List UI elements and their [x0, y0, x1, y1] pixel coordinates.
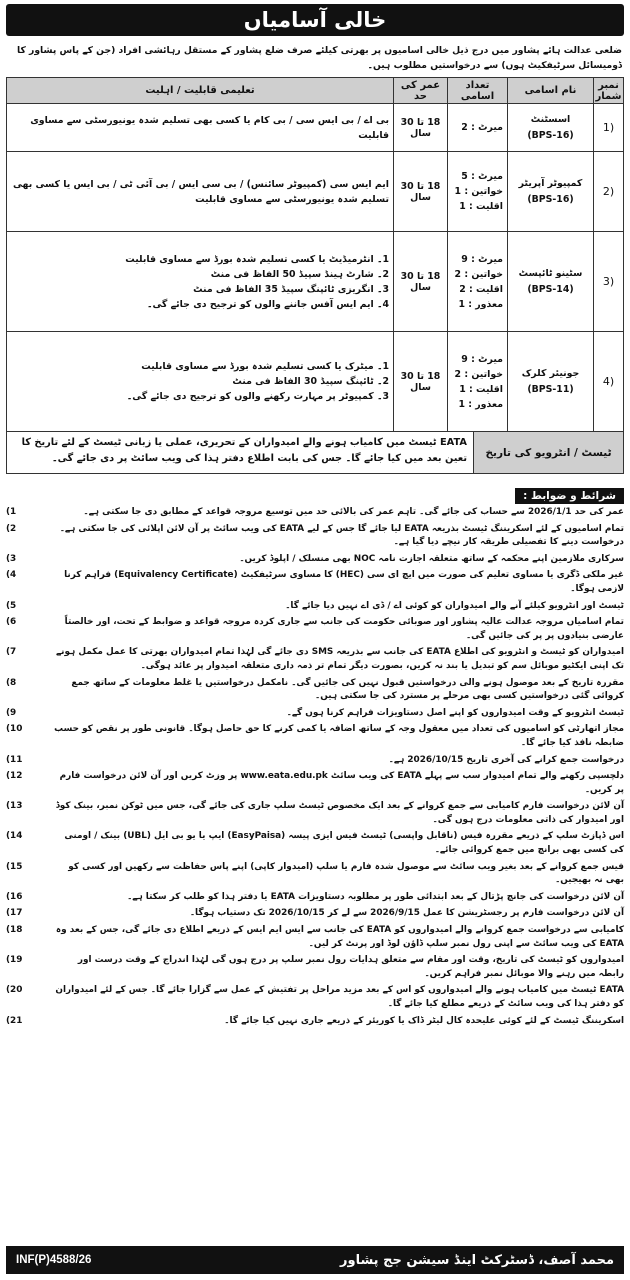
- row-serial: (4: [594, 332, 624, 432]
- condition-number: (1: [6, 507, 17, 517]
- condition-item: [6, 646, 624, 673]
- condition-number: (10: [6, 724, 23, 735]
- condition-number: (11: [6, 754, 23, 765]
- test-interview-text: EATA ٹیسٹ میں کامیاب ہونے والے امیدواران کے تحریری، عملی یا زبانی ٹیسٹ کے لئے تاریخ کا تعین بعد میں کیا جائے گا۔ جس کی بابت اطلاع دفتر ہذا کی ویب سائٹ پر دی جائے گی۔: [21, 437, 467, 464]
- condition-number: (16: [6, 891, 23, 902]
- condition-text: کامیابی سے درخواست جمع کروانے والے امیدواروں کو EATA کی جانب سے ایس ایم ایس کے ذریعے اطلاع دی جائے گی، جس کے بعد وہ EATA کی ویب سائٹ سے اپنی رول نمبر سلپ ڈاؤن لوڈ اور پرنٹ کر لیں۔: [55, 925, 624, 949]
- row-age-limit: 18 تا 30 سال: [394, 232, 448, 332]
- row-qualification: [7, 332, 394, 432]
- condition-number: (17: [6, 908, 23, 919]
- qualification-line: 1۔ انٹرمیڈیٹ یا کسی تسلیم شدہ بورڈ سے مساوی قابلیت: [125, 253, 389, 265]
- qualification-line: 2۔ شارٹ ہینڈ سپیڈ 50 الفاظ فی منٹ: [210, 268, 389, 280]
- condition-text: مقررہ تاریخ کے بعد موصول ہونے والی درخواستیں قبول نہیں کی جائیں گی۔ نامکمل درخواستیں یا غلط معلومات کے ساتھ جمع کروائی گئی درخواستیں کسی بھی مرحلے پر مسترد کی جا سکتی ہیں۔: [71, 677, 624, 702]
- row-post-count: [448, 104, 508, 152]
- condition-number: (14: [6, 831, 23, 842]
- posts-table: [6, 77, 624, 432]
- count-line: معذور : 1: [458, 398, 503, 410]
- condition-number: (19: [6, 955, 23, 966]
- qualification-line: 3۔ انگریزی ٹائپنگ سپیڈ 35 الفاظ فی منٹ: [193, 283, 389, 295]
- qualification-line: 2۔ ٹائپنگ سپیڈ 30 الفاظ فی منٹ: [232, 376, 389, 387]
- post-scale: (BPS-16): [527, 193, 574, 205]
- condition-item: [6, 600, 624, 614]
- condition-item: [6, 861, 624, 888]
- condition-item: [6, 553, 624, 567]
- qualification-line: بی اے / بی ایس سی / بی کام یا کسی بھی تسلیم شدہ یونیورسٹی سے مساوی قابلیت: [30, 114, 389, 141]
- condition-number: (8: [6, 677, 17, 688]
- qualification-line: 4۔ ایم ایس آفس جاننے والوں کو ترجیح دی جائے گی۔: [146, 298, 389, 310]
- condition-number: (12: [6, 771, 23, 782]
- table-row: [7, 232, 624, 332]
- row-age-limit: 18 تا 30 سال: [394, 104, 448, 152]
- header-serial: نمبر شمار: [595, 79, 622, 102]
- condition-text: آن لائن درخواست فارم پر رجسٹریشن کا عمل 2026/9/15 سے لے کر 2026/10/15 تک دستیاب ہوگا۔: [189, 908, 624, 919]
- condition-item: [6, 754, 624, 768]
- condition-text: ٹیسٹ اور انٹرویو کیلئے آنے والے امیدواران کو کوئی اے / ڈی اے نہیں دیا جائے گا۔: [285, 600, 624, 611]
- condition-text: درخواست جمع کرانے کی آخری تاریخ 2026/10/15 ہے۔: [388, 754, 624, 765]
- reference-number: INF(P)4588/26: [16, 1254, 92, 1266]
- condition-item: [6, 616, 624, 643]
- condition-item: [6, 907, 624, 921]
- condition-text: سرکاری ملازمین اپنے محکمہ کے ساتھ متعلقہ اجازت نامہ NOC بھی منسلک / اپلوڈ کریں۔: [239, 553, 624, 564]
- condition-text: عمر کی حد 2026/1/1 سے حساب کی جائے گی۔ تاہم عمر کی بالائی حد میں توسیع مروجہ قواعد کے مطابق دی جا سکتی ہے۔: [83, 507, 624, 517]
- condition-item: [6, 954, 624, 981]
- row-post-name: [508, 152, 594, 232]
- count-line: اقلیت : 1: [459, 383, 503, 395]
- condition-text: امیدواران کو ٹیسٹ و انٹرویو کی اطلاع EATA کی جانب سے بذریعہ SMS دی جائے گی لہٰذا تمام امیدواران بھرتی کا عمل مکمل ہونے تک اپنی ایکٹیو موبائل سم کو تبدیل یا بند نہ کریں، بصورت دیگر تمام تر ذمہ داری متعلقہ امیدوار پر عائد ہوگی۔: [55, 647, 624, 671]
- condition-item: [6, 924, 624, 951]
- count-line: خواتین : 2: [454, 268, 503, 280]
- condition-item: [6, 523, 624, 550]
- condition-item: [6, 1015, 624, 1029]
- post-title: کمپیوٹر آپریٹر: [518, 177, 583, 189]
- condition-item: [6, 830, 624, 857]
- post-title: جونیئر کلرک: [521, 367, 580, 379]
- condition-number: (9: [6, 707, 17, 718]
- condition-text: فیس جمع کروانے کے بعد بغیر ویب سائٹ سے موصول شدہ فارم یا سلپ (امیدوار کاپی) اپنے پاس حفاظت سے رکھیں اور کسی کو بھی نہ بھیجیں۔: [68, 861, 624, 886]
- condition-number: (21: [6, 1015, 23, 1026]
- condition-item: [6, 723, 624, 750]
- count-line: خواتین : 2: [454, 368, 503, 380]
- condition-number: (13: [6, 801, 23, 812]
- count-line: اقلیت : 2: [459, 283, 503, 295]
- test-interview-section: [6, 432, 624, 474]
- condition-text: اسکریننگ ٹیسٹ کے لئے کوئی علیحدہ کال لیٹر ڈاک یا کوریئر کے ذریعے جاری نہیں کیا جائے گا۔: [224, 1015, 624, 1026]
- condition-item: [6, 677, 624, 704]
- table-row: [7, 332, 624, 432]
- issuer-signature: محمد آصف، ڈسٹرکٹ اینڈ سیشن جج پشاور: [340, 1252, 614, 1268]
- condition-item: [6, 506, 624, 520]
- qualification-line: 1۔ میٹرک یا کسی تسلیم شدہ بورڈ سے مساوی قابلیت: [141, 361, 389, 372]
- conditions-heading-wrap: [6, 484, 624, 504]
- condition-text: دلچسپی رکھنے والے تمام امیدوار سب سے پہلے EATA کی ویب سائٹ www.eata.edu.pk پر وزٹ کریں اور آن لائن درخواست فارم پر کریں۔: [59, 771, 624, 795]
- table-row: [7, 152, 624, 232]
- row-serial: (2: [594, 152, 624, 232]
- row-post-count: [448, 232, 508, 332]
- condition-text: ٹیسٹ انٹرویو کے وقت امیدواروں کو اپنے اصل دستاویزات فراہم کرنا ہوں گے۔: [286, 707, 624, 718]
- condition-text: امیدواروں کو ٹیسٹ کی تاریخ، وقت اور مقام سے متعلق ہدایات رول نمبر سلپ پر درج ہوں گی لہٰذا اندراج کے وقت درست اور رابطہ میں رہنے والا موبائل نمبر فراہم کریں۔: [77, 955, 624, 979]
- row-qualification: [7, 232, 394, 332]
- condition-item: [6, 707, 624, 721]
- header-qualification: تعلیمی قابلیت / اہلیت: [7, 78, 394, 104]
- condition-item: [6, 984, 624, 1011]
- row-age-limit: 18 تا 30 سال: [394, 152, 448, 232]
- count-line: معذور : 1: [458, 298, 503, 310]
- condition-number: (15: [6, 861, 23, 872]
- post-scale: (BPS-16): [527, 129, 574, 141]
- condition-number: (18: [6, 925, 23, 936]
- condition-item: [6, 770, 624, 797]
- condition-text: تمام اسامیوں کے لئے اسکریننگ ٹیسٹ بذریعہ EATA لیا جائے گا جس کے لیے EATA کی ویب سائٹ پر آن لائن اپلائی کی جا سکتی ہے۔ درخواست دینے کا تفصیلی طریقہ کار نیچے دیا گیا ہے۔: [59, 523, 624, 548]
- condition-item: [6, 891, 624, 905]
- row-post-name: [508, 104, 594, 152]
- condition-number: (6: [6, 617, 17, 628]
- post-scale: (BPS-11): [527, 383, 574, 395]
- condition-item: [6, 569, 624, 596]
- row-post-name: [508, 332, 594, 432]
- condition-text: اس ڈپازٹ سلپ کے ذریعے مقررہ فیس (ناقابل واپسی) ٹیسٹ فیس ایزی پیسہ (EasyPaisa) ایپ یا یو بی ایل (UBL) بینک / اومنی کی کسی بھی برانچ میں جمع کروائی جائے۔: [64, 831, 624, 856]
- condition-number: (7: [6, 647, 17, 658]
- footer-bar: [6, 1246, 624, 1274]
- row-serial: (1: [594, 104, 624, 152]
- condition-number: (5: [6, 600, 17, 611]
- condition-text: تمام اسامیاں مروجہ عدالت عالیہ پشاور اور صوبائی حکومت کی جانب سے جاری کردہ مروجہ قواعد و ضوابط کے تحت، اور خالصتاً عارضی بنیادوں پر پر کی جائیں گی۔: [64, 617, 624, 641]
- count-line: میرٹ : 5: [461, 171, 503, 182]
- condition-text: آن لائن درخواست فارم کامیابی سے جمع کروانے کے بعد ایک مخصوص ٹیسٹ سلپ جاری کی جائے گی، جس میں ٹوکن نمبر، بینک کوڈ اور امیدوار کی ذاتی معلومات درج ہوں گی۔: [55, 801, 624, 825]
- condition-number: (2: [6, 523, 17, 534]
- condition-number: (20: [6, 985, 23, 996]
- count-line: خواتین : 1: [454, 186, 503, 197]
- condition-item: [6, 800, 624, 827]
- header-post-name: نام اسامی: [508, 78, 594, 104]
- table-row: [7, 104, 624, 152]
- page-title: خالی آسامیاں: [6, 4, 624, 36]
- count-line: میرٹ : 9: [461, 353, 503, 365]
- qualification-line: 3۔ کمپیوٹر پر مہارت رکھنے والوں کو ترجیح دی جائے گی۔: [126, 391, 389, 402]
- row-age-limit: 18 تا 30 سال: [394, 332, 448, 432]
- condition-number: (3: [6, 553, 17, 564]
- row-post-count: [448, 332, 508, 432]
- row-qualification: [7, 104, 394, 152]
- post-title: سٹینو ٹائپسٹ: [518, 267, 583, 279]
- row-post-name: [508, 232, 594, 332]
- post-title: اسسٹنٹ: [530, 113, 571, 125]
- row-serial: (3: [594, 232, 624, 332]
- conditions-list: [6, 506, 624, 1028]
- row-post-count: [448, 152, 508, 232]
- table-header-row: [7, 78, 624, 104]
- intro-text: ضلعی عدالت ہائے پشاور میں درج ذیل خالی اسامیوں پر بھرتی کیلئے صرف ضلع پشاور کے مستقل رہائشی افراد (جن کے پاس پشاور کا ڈومیسائل سرٹیفکیٹ ہوں) سے درخواستیں مطلوب ہیں۔: [17, 45, 622, 71]
- condition-text: غیر ملکی ڈگری یا مساوی تعلیم کی صورت میں ایچ ای سی (HEC) کا مساوی سرٹیفکیٹ (Equivalency Certificate) فراہم کرنا لازمی ہوگا۔: [64, 570, 624, 594]
- row-qualification: [7, 152, 394, 232]
- header-age-limit: عمر کی حد: [394, 78, 448, 104]
- condition-text: EATA ٹیسٹ میں کامیاب ہونے والے امیدواروں کو اس کے بعد مزید مراحل پر تفتیش کے عمل سے گزارا جائے گا۔ جس کے لئے امیدواران کو دفتر ہذا کی ویب سائٹ کے ذریعے مطلع کیا جائے گا۔: [55, 985, 624, 1009]
- condition-text: آن لائن درخواست کی جانچ پڑتال کے بعد ابتدائی طور پر مطلوبہ دستاویزات EATA یا دفتر ہذا کو طلب کر سکتا ہے۔: [127, 891, 624, 902]
- condition-number: (4: [6, 570, 17, 581]
- conditions-heading: شرائط و ضوابط :: [515, 488, 624, 504]
- condition-text: مجاز اتھارٹی کو اسامیوں کی تعداد میں معقول وجہ کے ساتھ اضافہ یا کمی کرنے کا حق حاصل ہوگا۔ قانونی طور پر نقص کو حسب ضابطہ نافذ کیا جائے گا۔: [54, 724, 624, 748]
- test-interview-label: ٹیسٹ / انٹرویو کی تاریخ: [473, 432, 623, 473]
- header-post-count: تعداد اسامی: [448, 78, 508, 104]
- count-line: میرٹ : 2: [461, 122, 503, 133]
- count-line: میرٹ : 9: [461, 253, 503, 265]
- qualification-line: ایم ایس سی (کمپیوٹر سائنس) / بی سی ایس / بی آئی ٹی / بی ایس یا کسی بھی تسلیم شدہ یونیورسٹی سے مساوی قابلیت: [13, 178, 389, 205]
- post-scale: (BPS-14): [527, 283, 574, 295]
- count-line: اقلیت : 1: [459, 201, 503, 212]
